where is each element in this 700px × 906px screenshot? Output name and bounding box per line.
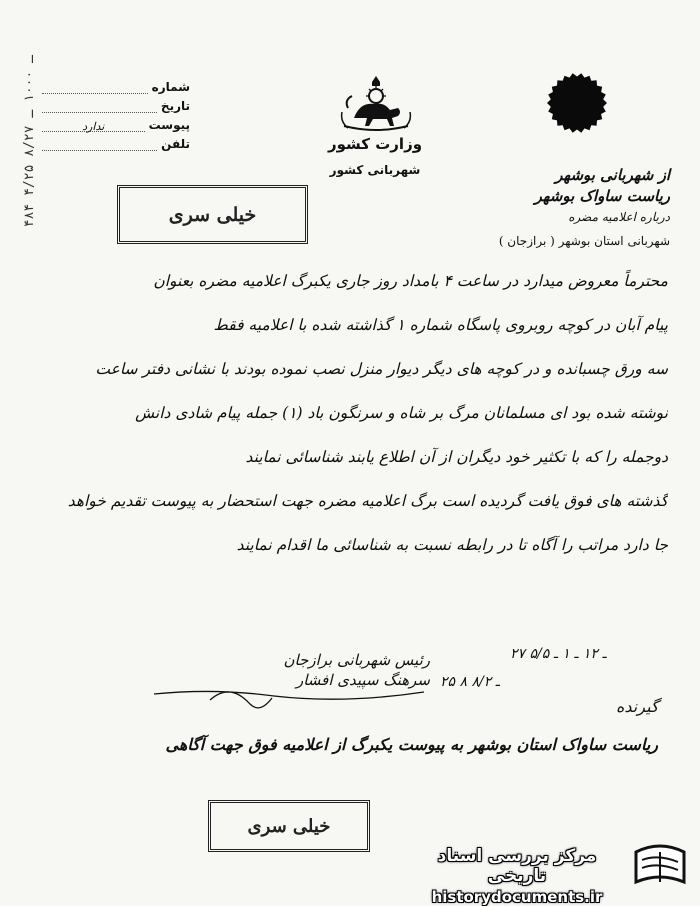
margin-reference-number: ۴۸۴ ـ ۱۰۰۰ ـ ۸/۲۷ ۴/۲۵: [22, 55, 37, 228]
field-date-label: تاریخ: [160, 99, 190, 113]
body-line: محترماً معروض میدارد در ساعت ۴ بامداد روز جاری یکبرگ اعلامیه مضره بعنوان: [153, 272, 668, 290]
field-number-label: شماره: [151, 80, 190, 94]
lion-and-sun-emblem-icon: [340, 74, 412, 132]
body-line: نوشته شده بود ای مسلمانان مرگ بر شاه و سرنگون باد (۱) جمله پیام شادی دانش: [135, 404, 668, 422]
reference-codes: [440, 640, 606, 696]
classification-stamp-top: خیلی سری: [117, 185, 308, 244]
addressee-from: از شهربانی بوشهر: [555, 166, 670, 184]
addressee-block: [470, 165, 670, 252]
field-number: [40, 75, 190, 94]
reference-code-1: ۲۷ ـ ۱۲ ـ ۱ ـ ۵/۵: [510, 646, 607, 662]
signature-scribble-icon: [150, 680, 430, 710]
department-name: شهربانی کشور: [329, 163, 421, 177]
field-phone-label: تلفن: [161, 137, 190, 151]
ministry-name: وزارت کشور: [327, 135, 423, 153]
field-date: [40, 94, 190, 113]
classification-stamp-bottom: خیلی سری: [208, 800, 370, 852]
archive-logo-icon: [632, 842, 688, 894]
reference-code-2: ۲۵ ۸ ـ ۸/۲: [440, 674, 500, 690]
letter-subject: درباره اعلامیه مضره: [568, 210, 670, 224]
field-date-line: [42, 101, 157, 113]
ministry-heading: [320, 135, 430, 177]
field-attachment-label: پیوست: [148, 118, 190, 132]
watermark-url: historydocuments.ir: [431, 888, 603, 906]
recipient-label: گیرنده: [616, 697, 659, 716]
addressee-to: ریاست ساواک بوشهر: [534, 187, 670, 205]
archive-watermark: [412, 840, 692, 906]
field-attachment-line: ندارد: [42, 120, 145, 132]
watermark-title: مرکز بررسی اسناد تاریخی: [437, 846, 597, 886]
field-phone-line: [42, 139, 157, 151]
office-name: شهربانی استان بوشهر ( برازجان ): [498, 234, 670, 248]
body-line: گذشته های فوق یافت گردیده است برگ اعلامیه مضره جهت استحضار به پیوست تقدیم خواهد: [67, 492, 668, 510]
watermark-text: [412, 846, 622, 906]
field-attachment: [40, 113, 190, 132]
letter-body: [28, 264, 668, 572]
signature-name: سرهنگ سپیدی افشار: [295, 671, 430, 689]
body-line: سه ورق چسبانده و در کوچه های دیگر دیوار منزل نصب نموده بودند با نشانی دفتر ساعت: [95, 360, 668, 378]
letter-meta-fields: [40, 75, 190, 151]
body-line: دوجمله را که با تکثیر خود دیگران از آن اطلاع یابند شناسائی نمایند: [245, 448, 668, 466]
recipient-text: ریاست ساواک استان بوشهر به پیوست یکبرگ از اعلامیه فوق جهت آگاهی: [165, 735, 658, 754]
field-phone: [40, 132, 190, 151]
body-line: جا دارد مراتب را آگاه تا در رابطه نسبت به شناسائی ما اقدام نمایند: [236, 536, 668, 554]
black-seal-icon: [546, 72, 608, 134]
field-number-line: [42, 82, 148, 94]
signature-title: رئیس شهربانی برازجان: [283, 651, 430, 669]
body-line: پیام آبان در کوچه روبروی پاسگاه شماره ۱ گذاشته شده با اعلامیه فقط: [213, 316, 668, 334]
